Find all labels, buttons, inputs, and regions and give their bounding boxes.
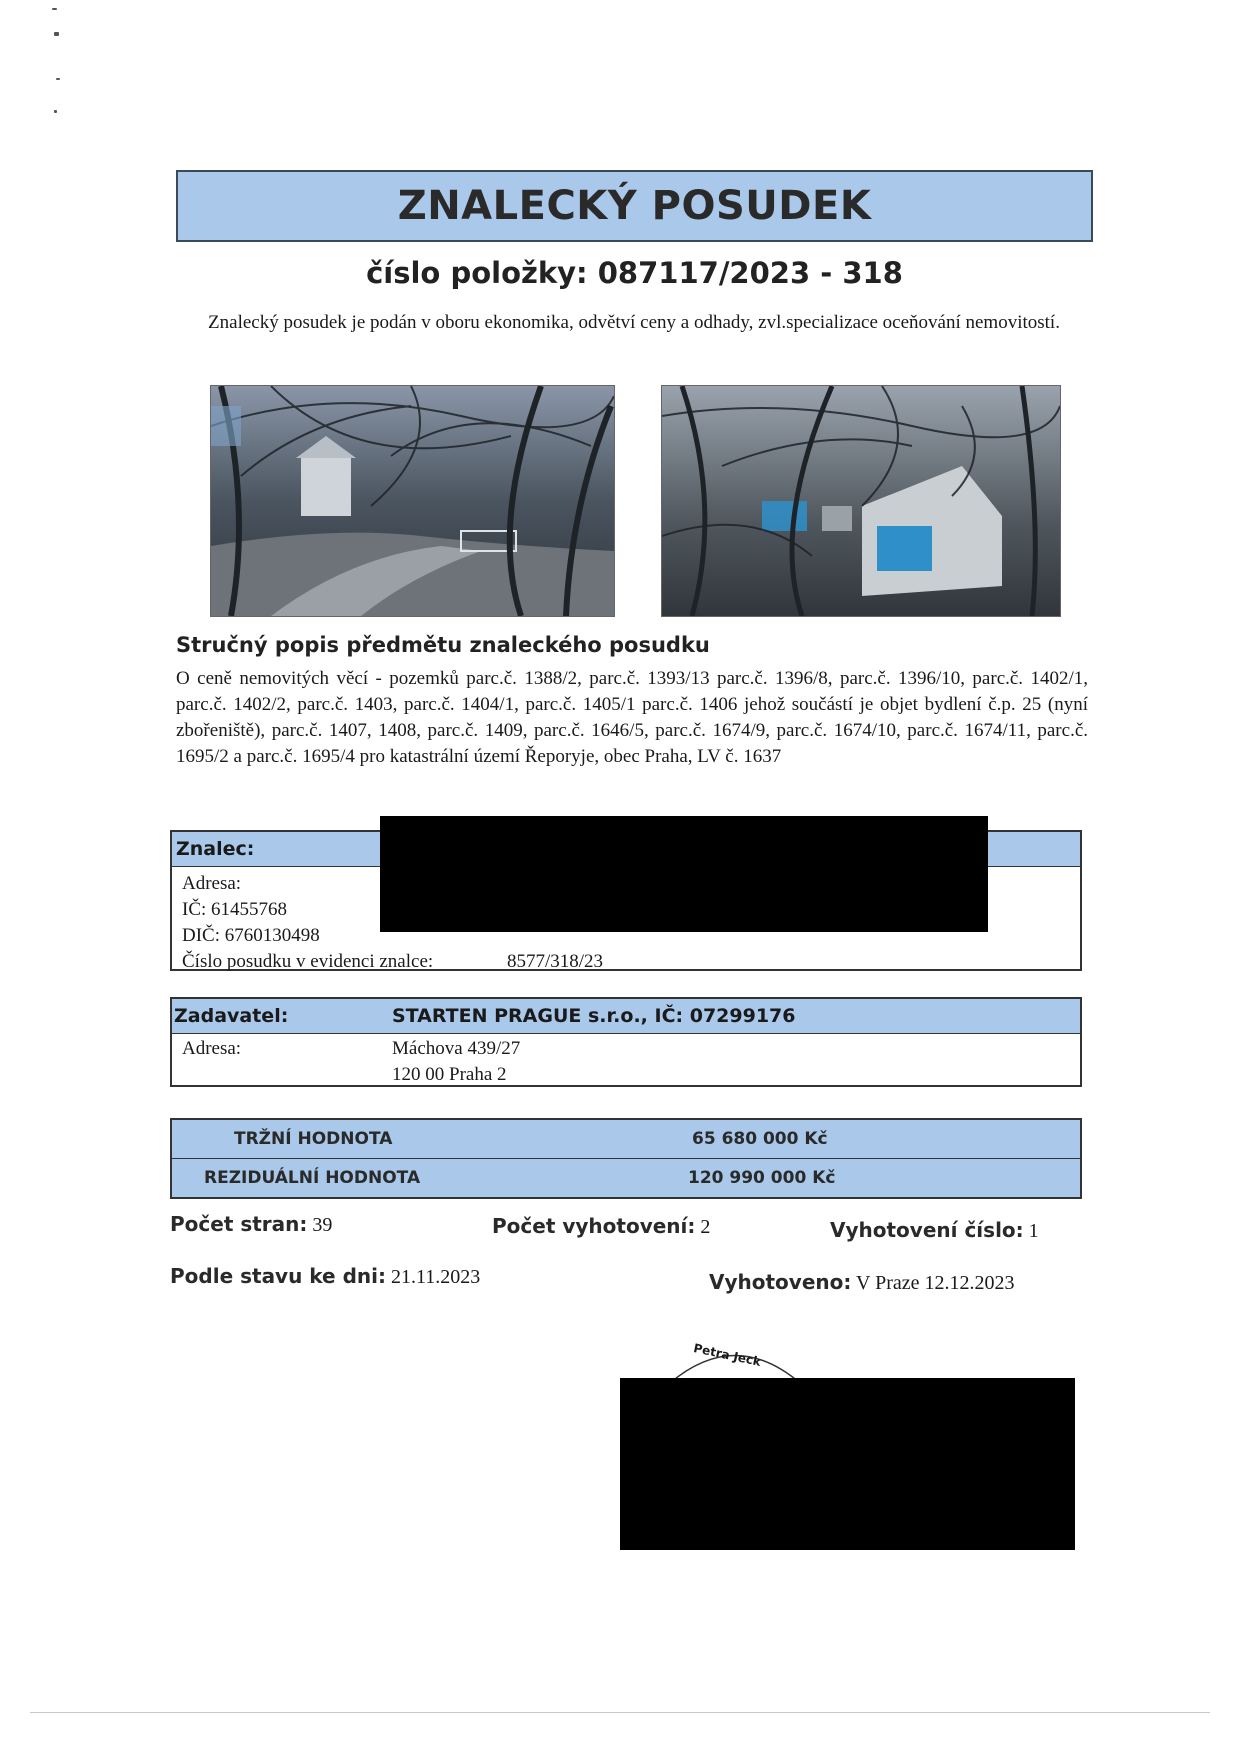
property-photo-right [661,385,1061,617]
copies-count-label: Počet vyhotovení: [492,1214,696,1238]
page-count-label: Počet stran: [170,1212,308,1236]
residual-value-row [172,1158,1080,1197]
client-address-label: Adresa: [182,1038,242,1059]
issue-place-date [709,1270,1015,1295]
page-count-value: 39 [312,1214,333,1236]
expert-label: Znalec: [176,838,255,860]
residual-value: 120 990 000 Kč [688,1168,836,1188]
copies-count [492,1214,710,1239]
valuation-date-value: 21.11.2023 [391,1266,481,1288]
scan-mark [54,110,57,113]
intro-text: Znalecký posudek je podán v oboru ekonomika, odvětví ceny a odhady, zvl.specializace oceňování nemovitostí. [208,312,1060,333]
item-number: číslo položky: 087117/2023 - 318 [366,256,903,290]
redaction-block [380,816,988,932]
expert-dic: DIČ: 6760130498 [182,925,320,946]
expert-ic: IČ: 61455768 [182,899,288,920]
copies-count-value: 2 [700,1216,711,1238]
title-box [176,170,1093,242]
client-address-line2: 120 00 Praha 2 [392,1064,507,1085]
footer-rule [30,1712,1210,1713]
spacer [182,1062,392,1088]
client-address-row-2 [172,1062,1080,1088]
client-header [172,999,1080,1034]
client-address-row [172,1036,1080,1062]
issue-place-date-label: Vyhotoveno: [709,1270,852,1294]
client-name: STARTEN PRAGUE s.r.o., IČ: 07299176 [392,1005,796,1027]
market-value-row [172,1120,1080,1158]
client-address-line1: Máchova 439/27 [392,1038,521,1059]
issue-place-date-value: V Praze 12.12.2023 [856,1272,1015,1294]
client-label: Zadavatel: [174,1005,289,1027]
description-heading: Stručný popis předmětu znaleckého posudku [176,633,710,657]
valuation-date [170,1264,480,1289]
valuation-date-label: Podle stavu ke dni: [170,1264,386,1288]
client-table [170,997,1082,1087]
expert-record-row [172,949,1080,975]
signature-redaction [620,1378,1075,1550]
stamp-text: Petra Jeck [692,1341,763,1369]
market-value-label: TRŽNÍ HODNOTA [234,1129,393,1149]
scan-mark [56,78,60,80]
expert-record-value: 8577/318/23 [507,951,604,972]
copy-number-value: 1 [1028,1220,1039,1242]
scan-mark [54,32,59,36]
copy-number-label: Vyhotovení číslo: [830,1218,1024,1242]
valuation-box [170,1118,1082,1199]
copy-number [830,1218,1039,1243]
page-count [170,1212,332,1237]
document-title: ZNALECKÝ POSUDEK [397,183,872,229]
expert-record-label: Číslo posudku v evidenci znalce: [182,951,434,972]
expert-address-label: Adresa: [182,873,242,894]
description-text: O ceně nemovitých věcí - pozemků parc.č. 1388/2, parc.č. 1393/13 parc.č. 1396/8, parc.č. 1396/10, parc.č. 1402/1, parc.č. 1402/2, parc.č. 1403, parc.č. 1404/1, parc.č. 1405/1 parc.č. 1406 jehož součástí je objet bydlení č.p. 25 (nyní zbořeniště), parc.č. 1407, 1408, parc.č. 1409, parc.č. 1646/5, parc.č. 1674/9, parc.č. 1674/10, parc.č. 1674/11, parc.č. 1695/2 a parc.č. 1695/4 pro katastrální území Řeporyje, obec Praha, LV č. 1637 [176,668,1088,767]
market-value: 65 680 000 Kč [692,1129,828,1149]
scan-mark [52,8,57,10]
property-photo-left [210,385,615,617]
residual-value-label: REZIDUÁLNÍ HODNOTA [204,1168,421,1188]
